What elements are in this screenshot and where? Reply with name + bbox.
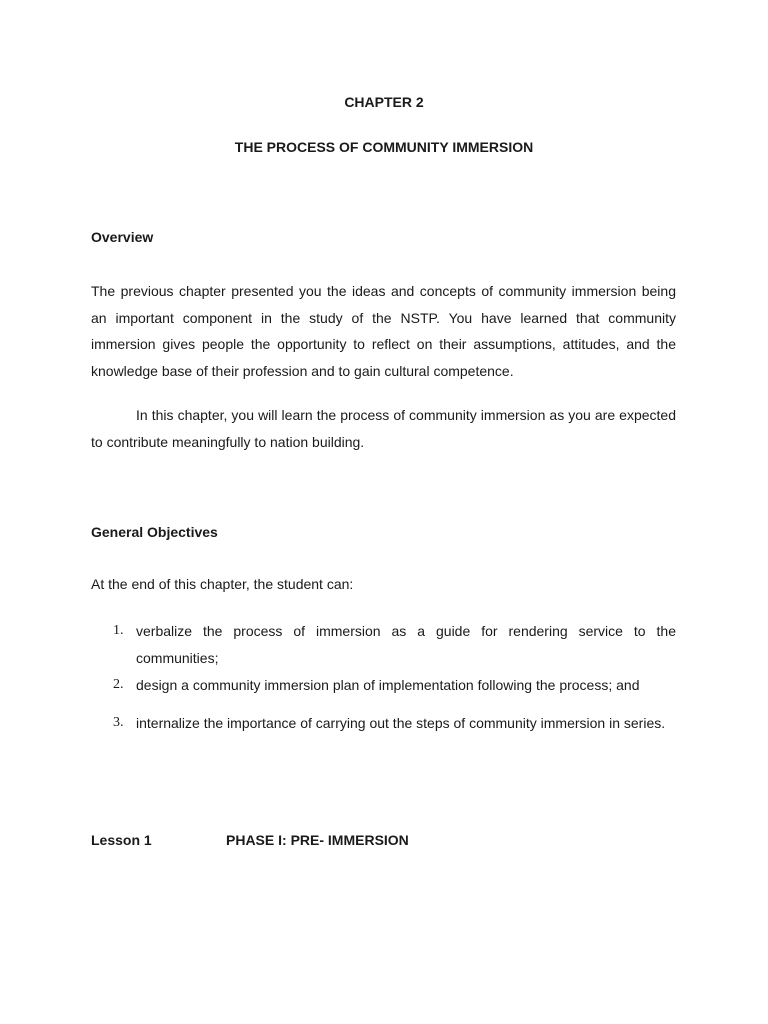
objective-number: 3. xyxy=(113,715,124,730)
objective-text: internalize the importance of carrying out the steps of community immersion in series. xyxy=(136,715,666,731)
general-objectives-heading: General Objectives xyxy=(91,524,218,540)
objectives-intro: At the end of this chapter, the student can: xyxy=(91,576,354,592)
lesson-label: Lesson 1 xyxy=(91,832,152,848)
chapter-heading: CHAPTER 2 xyxy=(344,94,424,110)
objective-number: 1. xyxy=(113,623,124,638)
objective-text: design a community immersion plan of implementation following the process; and xyxy=(136,677,640,693)
objective-text: verbalize the process of immersion as a guide for rendering service to the communities; xyxy=(136,623,676,666)
lesson-title: PHASE I: PRE- IMMERSION xyxy=(226,832,409,848)
overview-paragraph-1: The previous chapter presented you the ideas and concepts of community immersion being an important component in the study of the NSTP. You have learned that community immersion gives people the opportunity to reflect on their assumptions, attitudes, and the knowledge base of their profession and to gain cultural competence. xyxy=(91,283,676,379)
chapter-title: THE PROCESS OF COMMUNITY IMMERSION xyxy=(234,139,534,155)
objective-number: 2. xyxy=(113,677,124,692)
overview-heading: Overview xyxy=(91,229,154,245)
overview-paragraph-2: In this chapter, you will learn the process of community immersion as you are expected to contribute meaningfully to nation building. xyxy=(91,407,676,450)
